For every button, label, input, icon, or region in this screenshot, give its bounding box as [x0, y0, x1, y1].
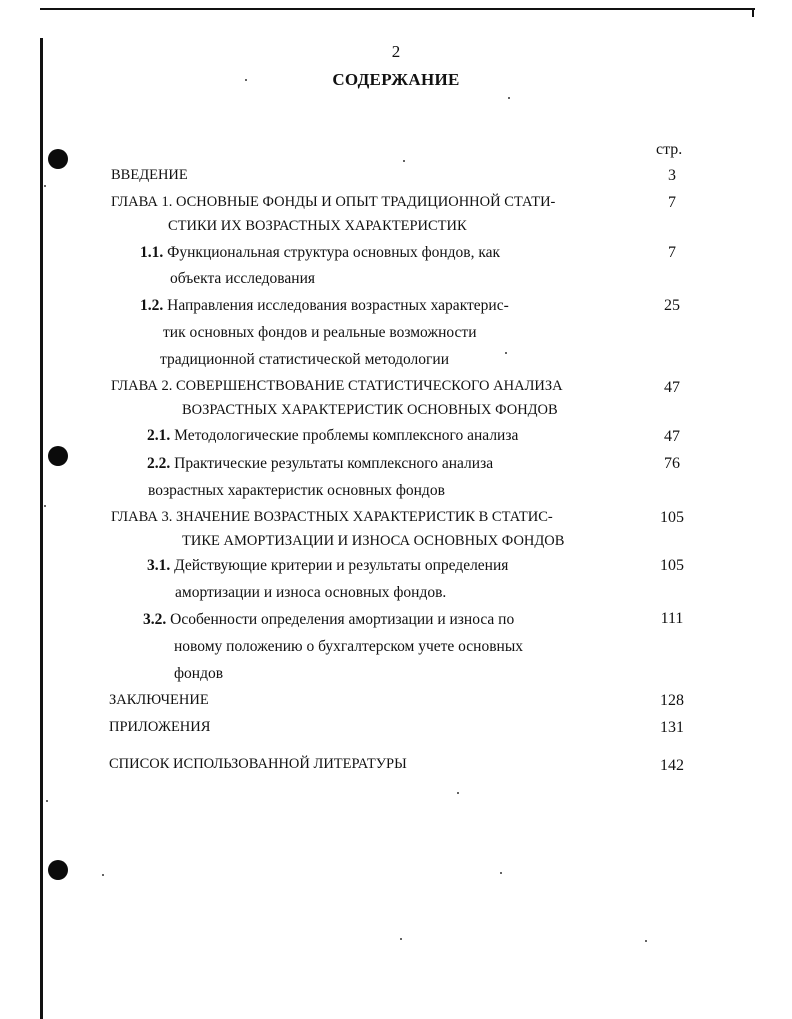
toc-page-number: 111 [660, 610, 684, 627]
toc-line: 1.1. Функциональная структура основных фондов, как [140, 244, 501, 261]
scan-speck [400, 938, 402, 940]
scan-speck [505, 352, 507, 354]
section-number: 1.1. [140, 244, 164, 261]
toc-line: ГЛАВА 3. ЗНАЧЕНИЕ ВОЗРАСТНЫХ ХАРАКТЕРИСТИК В СТАТИС- [111, 509, 553, 525]
toc-line: объекта исследования [170, 270, 316, 287]
toc-line: ВВЕДЕНИЕ [111, 167, 188, 183]
toc-page-number: 7 [668, 244, 676, 261]
page-column-label: стр. [656, 141, 683, 158]
toc-line: 2.2. Практические результаты комплексного анализа [147, 455, 494, 472]
toc-line: 3.2. Особенности определения амортизации и износа по [143, 611, 515, 628]
toc-page-number: 3 [668, 167, 676, 184]
toc-line: ТИКЕ АМОРТИЗАЦИИ И ИЗНОСА ОСНОВНЫХ ФОНДОВ [182, 533, 565, 549]
toc-page-number: 128 [660, 692, 684, 709]
punch-hole-2 [48, 446, 68, 466]
scan-speck [403, 160, 405, 162]
scan-speck [457, 792, 459, 794]
scan-border-left [40, 38, 43, 1019]
toc-line: новому положению о бухгалтерском учете основных [174, 638, 523, 655]
scan-speck [44, 505, 46, 507]
section-number: 3.2. [143, 611, 167, 628]
toc-line: ГЛАВА 1. ОСНОВНЫЕ ФОНДЫ И ОПЫТ ТРАДИЦИОННОЙ СТАТИ- [111, 194, 556, 210]
toc-page-number: 131 [660, 719, 684, 736]
toc-line: 3.1. Действующие критерии и результаты определения [147, 557, 509, 574]
section-number: 2.1. [147, 427, 171, 444]
page-title: СОДЕРЖАНИЕ [332, 70, 460, 89]
toc-line: ПРИЛОЖЕНИЯ [109, 719, 211, 735]
toc-line: ГЛАВА 2. СОВЕРШЕНСТВОВАНИЕ СТАТИСТИЧЕСКОГО АНАЛИЗА [111, 378, 563, 394]
toc-line: 1.2. Направления исследования возрастных характерис- [140, 297, 509, 314]
scan-speck [44, 185, 46, 187]
toc-line: тик основных фондов и реальные возможности [163, 324, 477, 341]
toc-line: СПИСОК ИСПОЛЬЗОВАННОЙ ЛИТЕРАТУРЫ [109, 756, 407, 772]
punch-hole-3 [48, 860, 68, 880]
scan-speck [508, 97, 510, 99]
toc-line: 2.1. Методологические проблемы комплексного анализа [147, 427, 519, 444]
section-number: 1.2. [140, 297, 164, 314]
toc-line: фондов [174, 665, 224, 682]
scan-speck [46, 800, 48, 802]
scan-border-top [40, 8, 755, 10]
toc-line: традиционной статистической методологии [160, 351, 449, 368]
section-number: 2.2. [147, 455, 171, 472]
toc-page-number: 47 [664, 428, 680, 445]
toc-line: ВОЗРАСТНЫХ ХАРАКТЕРИСТИК ОСНОВНЫХ ФОНДОВ [182, 402, 558, 418]
scan-speck [102, 874, 104, 876]
toc-page-number: 105 [660, 557, 684, 574]
punch-hole-1 [48, 149, 68, 169]
toc-page-number: 47 [664, 379, 680, 396]
page-number: 2 [391, 42, 401, 61]
toc-line: возрастных характеристик основных фондов [148, 482, 445, 499]
scan-speck [500, 872, 502, 874]
toc-line: СТИКИ ИХ ВОЗРАСТНЫХ ХАРАКТЕРИСТИК [168, 218, 467, 234]
section-number: 3.1. [147, 557, 171, 574]
toc-page-number: 25 [664, 297, 680, 314]
toc-page-number: 7 [668, 194, 676, 211]
toc-line: ЗАКЛЮЧЕНИЕ [109, 692, 209, 708]
scan-border-top-right [752, 8, 754, 17]
scan-speck [645, 940, 647, 942]
toc-page-number: 105 [660, 509, 684, 526]
toc-page-number: 76 [664, 455, 680, 472]
toc-line: амортизации и износа основных фондов. [175, 584, 447, 601]
toc-page-number: 142 [660, 757, 684, 774]
